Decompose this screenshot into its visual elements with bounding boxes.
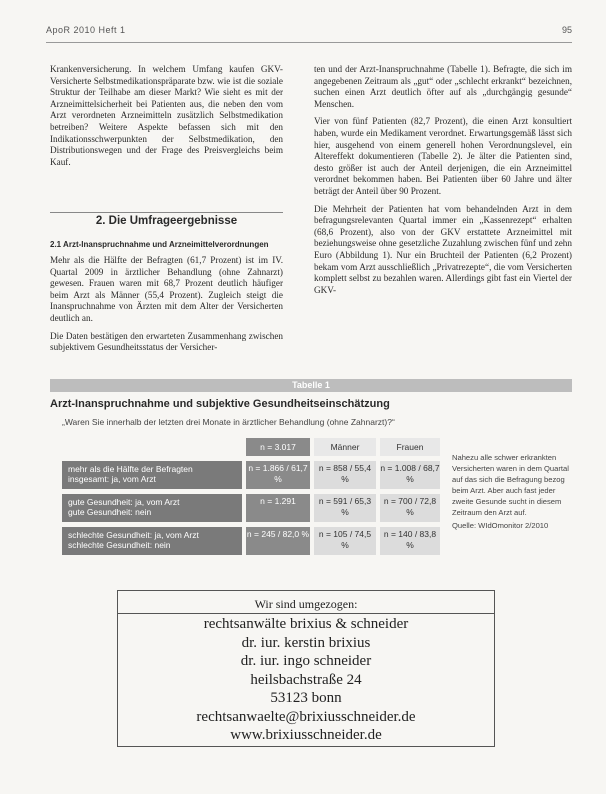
table-row: [62, 461, 440, 489]
table-cell: n = 1.291: [246, 494, 310, 522]
paragraph: Die Daten bestätigen den erwarteten Zusammenhang zwischen subjektivem Gesundheitsstatus der Versicher-: [50, 330, 283, 353]
table-header-cell: [62, 438, 242, 456]
table-cell: n = 105 / 74,5 %: [314, 527, 376, 555]
advertisement-box: [117, 590, 495, 747]
row-label: [62, 461, 242, 489]
ad-line: dr. iur. ingo schneider: [240, 653, 372, 669]
ad-website-link[interactable]: www.brixiusschneider.de: [230, 727, 382, 743]
right-column: [314, 64, 572, 302]
table-cell: n = 591 / 65,3 %: [314, 494, 376, 522]
left-column-lower: [50, 255, 283, 360]
page-number: 95: [561, 25, 572, 35]
table-cell: n = 1.866 / 61,7 %: [246, 461, 310, 489]
ad-heading: Wir sind umgezogen:: [118, 595, 494, 614]
row-label: [62, 494, 242, 522]
running-header: [46, 25, 572, 39]
row-label: [62, 527, 242, 555]
paragraph: Mehr als die Hälfte der Befragten (61,7 Prozent) ist im IV. Quartal 2009 in ärztlicher Behandlung (ohne Zahnarzt) gewesen. Frauen waren mit 68,7 Prozent deutlich häufiger beim Arzt als Männer (55,4 Prozent). Zugleich steigt die Inanspruchnahme von Ärzten mit dem Alter der Versicherten deutlich an.: [50, 255, 283, 323]
table-subtitle: „Waren Sie innerhalb der letzten drei Monate in ärztlicher Behandlung (ohne Zahnarzt)?“: [62, 417, 395, 427]
row-label-line: schlechte Gesundheit: nein: [68, 540, 171, 550]
row-label-line: gute Gesundheit: nein: [68, 507, 152, 517]
ad-lines: [118, 615, 494, 745]
subheading: 2.1 Arzt-Inanspruchnahme und Arzneimittelverordnungen: [50, 240, 269, 249]
ad-line: heilsbachstraße 24: [250, 671, 362, 688]
journal-issue: ApoR 2010 Heft 1: [46, 25, 126, 35]
table-cell: n = 700 / 72,8 %: [380, 494, 440, 522]
row-label-line: mehr als die Hälfte der Befragten: [68, 464, 193, 474]
row-label-line: gute Gesundheit: ja, vom Arzt: [68, 497, 180, 507]
table-row: [62, 494, 440, 522]
left-column: [50, 64, 283, 174]
table-cell: n = 245 / 82,0 %: [246, 527, 310, 555]
table-side-note: [452, 452, 574, 531]
table-header-row: [62, 438, 440, 456]
table-cell: n = 1.008 / 68,7 %: [380, 461, 440, 489]
table-source: Quelle: WIdOmonitor 2/2010: [452, 521, 549, 530]
data-table: [62, 438, 440, 560]
header-rule: [46, 42, 572, 43]
paragraph: Die Mehrheit der Patienten hat vom behandelnden Arzt in dem befragungsrelevanten Quartal immer ein „Kassenrezept“ erhalten (68,6 Prozent), also von der GKV erstattete Arzneimittel mit beziehungsweise ohne gesetzliche Zuzahlung zwischen fünf und zehn Euro (Abbildung 1). Nur ein Bruchteil der Patienten (6,2 Prozent) bekam vom Arzt ausschließlich „Privatrezepte“, die vom Versicherten komplett selbst zu bezahlen waren. Allerdings gibt fast ein Viertel der GKV-: [314, 203, 572, 295]
ad-email-link[interactable]: rechtsanwaelte@brixiusschneider.de: [196, 708, 416, 725]
table-cell: n = 140 / 83,8 %: [380, 527, 440, 555]
ad-line: rechtsanwälte brixius & schneider: [203, 616, 409, 632]
table-header-cell: Frauen: [380, 438, 440, 456]
row-label-line: schlechte Gesundheit: ja, vom Arzt: [68, 530, 199, 540]
table-banner: Tabelle 1: [50, 379, 572, 392]
table-title: Arzt-Inanspruchnahme und subjektive Gesundheitseinschätzung: [50, 398, 390, 410]
table-header-cell: Männer: [314, 438, 376, 456]
table-header-cell: n = 3.017: [246, 438, 310, 456]
ad-line: dr. iur. kerstin brixius: [241, 634, 371, 651]
section-heading: 2. Die Umfrageergebnisse: [50, 212, 283, 231]
paragraph: ten und der Arzt-Inanspruchnahme (Tabelle 1). Befragte, die sich im angegebenen Zeitraum als „gut“ oder „schlecht erkrankt“ bezeichnen, suchen einen Arzt deutlich öfter auf als „durchgängig gesunde“ Menschen.: [314, 64, 572, 109]
row-label-line: insgesamt: ja, vom Arzt: [68, 474, 156, 484]
side-note-text: Nahezu alle schwer erkrankten Versicherten waren in dem Quartal auf das sich die Befragung bezog beim Arzt. Aber auch fast jeder zweite Gesunde sucht in diesem Zeitraum den Arzt auf.: [452, 453, 569, 517]
paragraph: Vier von fünf Patienten (82,7 Prozent), die einen Arzt konsultiert haben, wurde ein Medikament verordnet. Erwartungsgemäß lässt sich hier, ausgehend von einem generell hohen Verordnungslevel, ein Altereffekt dokumentieren (Tabelle 2). Je älter die Patienten sind, desto größer ist auch der Anteil derjenigen, die ein Arzneimittel verordnet bekommen haben. Bei Patienten über 60 Jahre und älter beträgt der Anteil über 90 Prozent.: [314, 116, 572, 196]
table-cell: n = 858 / 55,4 %: [314, 461, 376, 489]
table-row: [62, 527, 440, 555]
paragraph: Krankenversicherung. In welchem Umfang kaufen GKV-Versicherte Selbstmedikationspräparate bzw. wie ist die soziale Struktur der Teilhabe am dieser Markt? Wie sieht es mit der Arzneimittelsicherheit bei Patienten aus, die neben den vom Arzt verordneten Arzneimitteln zusätzlich Selbstmedikation betreiben? Weitere Aspekte befassen sich mit den Indikationsschwerpunkten der Selbstmedikation, den Distributionswegen und der Frage des Preisvergleichs beim Kauf.: [50, 64, 283, 167]
ad-line: 53123 bonn: [270, 690, 342, 706]
